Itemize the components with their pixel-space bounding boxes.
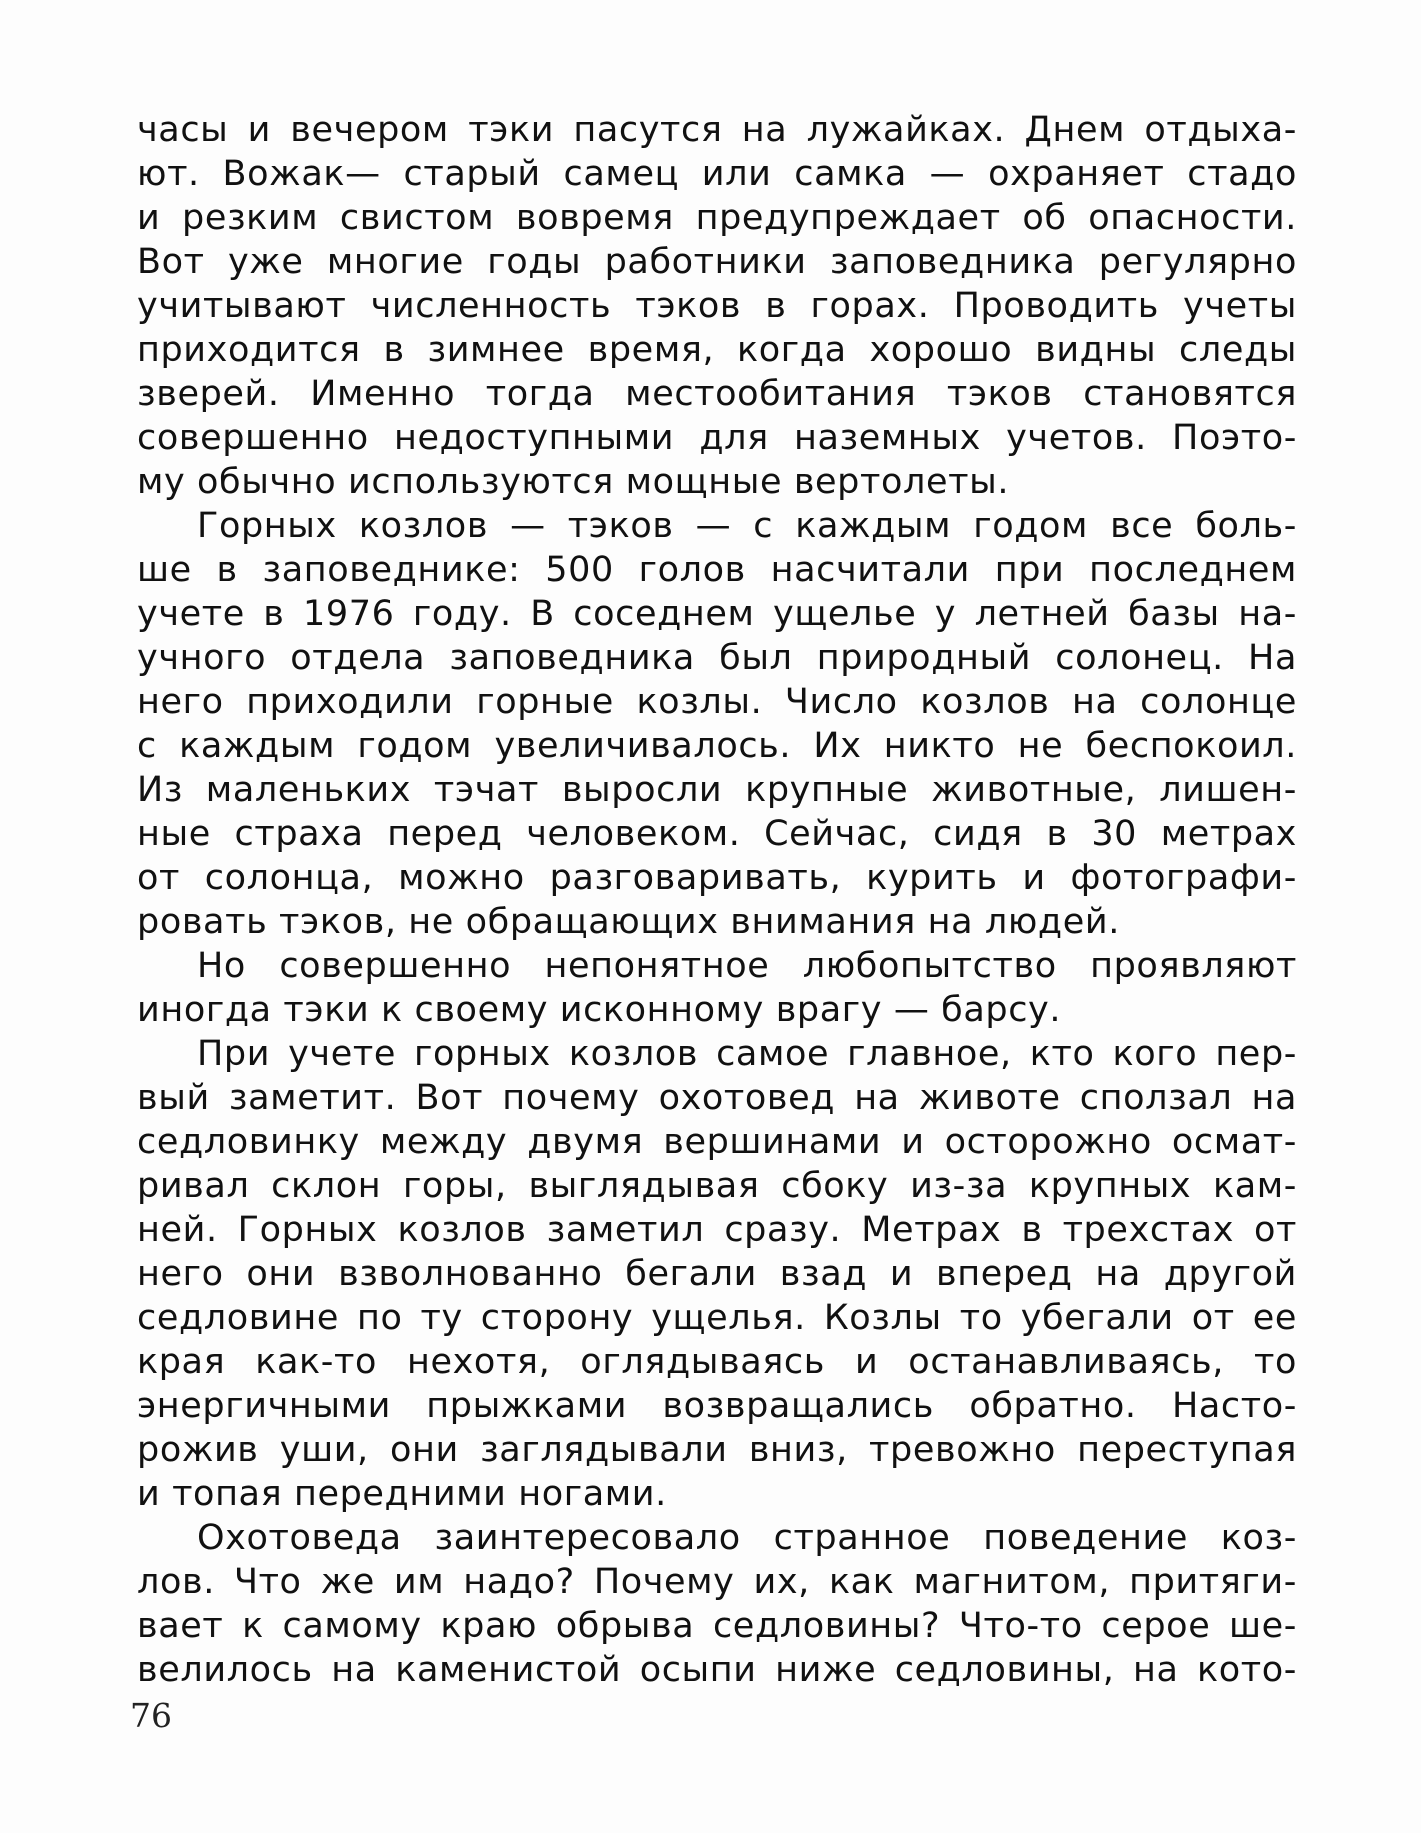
text-line: иногда тэки к своему исконному врагу — барсу. [137,990,1062,1030]
text-line: него они взволнованно бегали взад и вперед на другой [137,1254,1297,1294]
text-line: лов. Что же им надо? Почему их, как магнитом, притяги- [137,1562,1297,1602]
text-line: вый заметит. Вот почему охотовед на животе сползал на [137,1078,1297,1118]
text-line: ют. Вожак— старый самец или самка — охраняет стадо [137,154,1297,194]
text-line: седловинку между двумя вершинами и осторожно осмат- [137,1122,1297,1162]
text-line: края как-то нехотя, оглядываясь и останавливаясь, то [137,1342,1297,1382]
text-line: му обычно используются мощные вертолеты. [137,462,1010,502]
text-line: Вот уже многие годы работники заповедника регулярно [137,242,1297,282]
text-line: и топая передними ногами. [137,1474,667,1514]
text-line: ней. Горных козлов заметил сразу. Метрах в трехстах от [137,1210,1297,1250]
text-line: ные страха перед человеком. Сейчас, сидя в 30 метрах [137,814,1297,854]
page-number: 76 [130,1696,172,1735]
paragraph [137,1516,1297,1692]
text-line: седловине по ту сторону ущелья. Козлы то убегали от ее [137,1298,1297,1338]
text-line: совершенно недоступными для наземных учетов. Поэто- [137,418,1297,458]
text-line: энергичными прыжками возвращались обратно. Насто- [137,1386,1297,1426]
paragraph [137,944,1297,1032]
text-line: Горных козлов — тэков — с каждым годом все боль- [197,506,1297,546]
text-line: и резким свистом вовремя предупреждает об опасности. [137,198,1297,238]
text-line: рожив уши, они заглядывали вниз, тревожно переступая [137,1430,1297,1470]
text-line: учного отдела заповедника был природный солонец. На [137,638,1297,678]
text-line: с каждым годом увеличивалось. Их никто не беспокоил. [137,726,1297,766]
text-line: Из маленьких тэчат выросли крупные животные, лишен- [137,770,1297,810]
text-line: ровать тэков, не обращающих внимания на людей. [137,902,1120,942]
text-line: велилось на каменистой осыпи ниже седловины, на кото- [137,1650,1297,1690]
text-line: зверей. Именно тогда местообитания тэков становятся [137,374,1297,414]
text-line: учете в 1976 году. В соседнем ущелье у летней базы на- [137,594,1297,634]
text-line: учитывают численность тэков в горах. Проводить учеты [137,286,1297,326]
text-line: вает к самому краю обрыва седловины? Что-то серое ше- [137,1606,1297,1646]
paragraph [137,1032,1297,1516]
text-line: Охотоведа заинтересовало странное поведение коз- [197,1518,1297,1558]
text-line: Но совершенно непонятное любопытство проявляют [197,946,1297,986]
paragraph [137,108,1297,504]
paragraph [137,504,1297,944]
text-line: При учете горных козлов самое главное, кто кого пер- [197,1034,1297,1074]
body-text [137,108,1297,1692]
text-line: часы и вечером тэки пасутся на лужайках. Днем отдыха- [137,110,1297,150]
text-line: ривал склон горы, выглядывая сбоку из-за крупных кам- [137,1166,1297,1206]
text-line: от солонца, можно разговаривать, курить и фотографи- [137,858,1297,898]
text-line: него приходили горные козлы. Число козлов на солонце [137,682,1297,722]
text-line: ше в заповеднике: 500 голов насчитали при последнем [137,550,1297,590]
text-line: приходится в зимнее время, когда хорошо видны следы [137,330,1297,370]
